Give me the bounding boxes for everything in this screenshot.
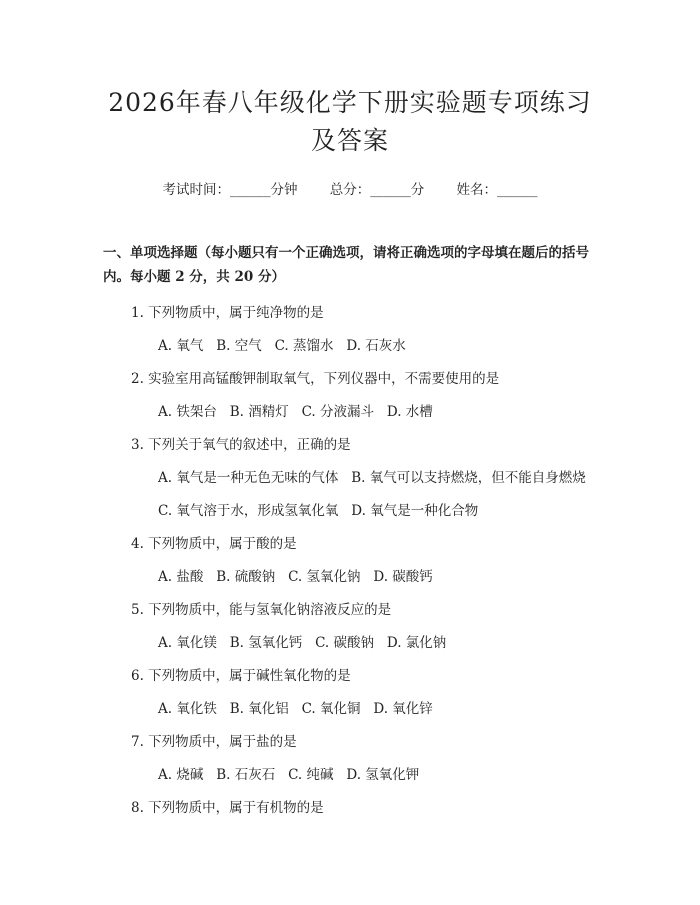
- question-options: A. 铁架台 B. 酒精灯 C. 分液漏斗 D. 水槽: [158, 404, 433, 420]
- question-3: [103, 435, 597, 521]
- question-1: [103, 303, 597, 356]
- question-5: [103, 600, 597, 653]
- question-stem: 5. 下列物质中，能与氢氧化钠溶液反应的是: [131, 602, 392, 618]
- question-options: A. 氧化铁 B. 氧化铝 C. 氧化铜 D. 氧化锌: [158, 701, 433, 717]
- page-title: 2026年春八年级化学下册实验题专项练习及答案: [108, 88, 592, 155]
- question-stem: 6. 下列物质中，属于碱性氧化物的是: [131, 668, 351, 684]
- total-score-field: 总分：______分: [329, 182, 425, 198]
- question-options: A. 氧化镁 B. 氢氧化钙 C. 碳酸钠 D. 氯化钠: [158, 635, 447, 651]
- question-2: [103, 369, 597, 422]
- student-name-field: 姓名：______: [456, 182, 538, 198]
- question-options: A. 烧碱 B. 石灰石 C. 纯碱 D. 氢氧化钾: [158, 767, 420, 783]
- question-stem: 1. 下列物质中，属于纯净物的是: [131, 305, 324, 321]
- exam-time-field: 考试时间：______分钟: [162, 182, 298, 198]
- question-6: [103, 666, 597, 719]
- question-4: [103, 534, 597, 587]
- question-stem: 7. 下列物质中，属于盐的是: [131, 734, 297, 750]
- question-list: [103, 303, 597, 818]
- question-options: A. 氧气 B. 空气 C. 蒸馏水 D. 石灰水: [158, 338, 406, 354]
- question-stem: 2. 实验室用高锰酸钾制取氧气，下列仪器中，不需要使用的是: [131, 371, 500, 387]
- question-options: A. 盐酸 B. 硫酸钠 C. 氢氧化钠 D. 碳酸钙: [158, 569, 433, 585]
- question-stem: 3. 下列关于氧气的叙述中，正确的是: [131, 437, 351, 453]
- question-8: [103, 798, 597, 818]
- section-heading: 一、单项选择题（每小题只有一个正确选项，请将正确选项的字母填在题后的括号内。每小题 2 分，共 20 分）: [103, 245, 589, 285]
- question-stem: 4. 下列物质中，属于酸的是: [131, 536, 297, 552]
- question-stem: 8. 下列物质中，属于有机物的是: [131, 800, 324, 816]
- question-options: A. 氧气是一种无色无味的气体 B. 氧气可以支持燃烧，但不能自身燃烧: [158, 470, 586, 486]
- exam-meta: [103, 180, 597, 200]
- question-7: [103, 732, 597, 785]
- question-options-line-2: C. 氧气溶于水，形成氢氧化氧 D. 氧气是一种化合物: [158, 503, 479, 519]
